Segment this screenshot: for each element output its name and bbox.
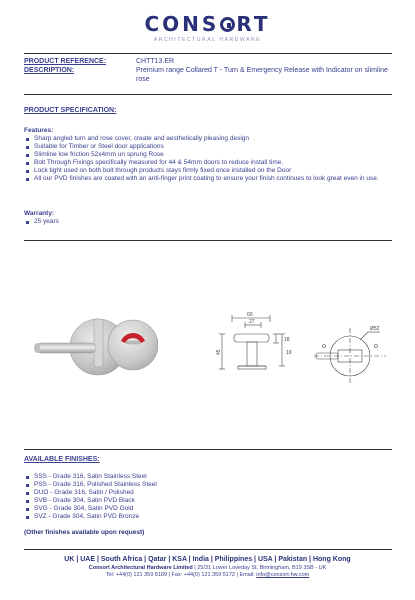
spec-rule <box>24 240 392 241</box>
brand-wordmark <box>0 12 415 36</box>
feature-item: Slimline low friction 52x4mm un sprung Rose <box>24 151 396 159</box>
spec-title: PRODUCT SPECIFICATION: <box>24 107 117 114</box>
finish-item: SVB - Grade 304, Satin PVD Black <box>24 497 157 505</box>
turn-lever <box>36 343 96 353</box>
finishes-title: AVAILABLE FINISHES: <box>24 456 100 463</box>
footer-rule <box>24 549 392 550</box>
feature-item: All our PVD finishes are coated with an anti-finger print coating to ensure your finish continues to look great even in use. <box>24 175 396 183</box>
finish-item: SVG - Grade 304, Satin PVD Gold <box>24 505 157 513</box>
header-rule-bottom <box>24 94 392 95</box>
footer-contact: Tel: +44(0) 121 359 8189 | Fax: +44(0) 121 359 5172 | Email: <box>105 572 257 578</box>
emergency-release-slot <box>126 341 140 344</box>
feature-item: Suitable for Timber or Steel door applications <box>24 143 396 151</box>
dim-18-label: 18 <box>284 337 290 343</box>
finishes-list <box>24 473 157 521</box>
dim-60-label: 60 <box>247 312 253 318</box>
finishes-note: (Other finishes available upon request) <box>24 529 145 536</box>
footer-email-link[interactable]: info@consort-hw.com <box>256 572 310 578</box>
description-value: Premium range Collared T - Turn & Emergency Release with Indicator on slimline rose <box>136 67 388 83</box>
footer-company-line <box>0 565 415 572</box>
features-title: Features: <box>24 127 54 134</box>
finishes-rule <box>24 449 392 450</box>
brand-logo <box>0 12 415 43</box>
feature-item: Lock tight used on both bolt through products stays firmly fixed once installed on the Door <box>24 167 396 175</box>
dim-45-label: 45 <box>216 349 222 355</box>
warranty-title: Warranty: <box>24 210 55 217</box>
product-image <box>28 305 158 385</box>
turn-stem <box>94 319 103 367</box>
footer-countries: UK | UAE | South Africa | Qatar | KSA | India | Philippines | USA | Pakistan | Hong Kong <box>64 556 351 563</box>
finish-item: PSS - Grade 316, Polished Stainless Steel <box>24 481 157 489</box>
footer <box>0 556 415 579</box>
dim-27-label: 27 <box>249 319 255 325</box>
footer-company: Consort Architectural Hardware Limited <box>88 565 193 571</box>
footer-address: | 25/31 Lower Loveday St, Birmingham, B19 3SB - UK <box>192 565 327 571</box>
header-rule-top <box>24 53 392 54</box>
technical-drawing <box>210 310 400 390</box>
brand-name-right: RT <box>236 12 271 36</box>
finish-item: DUO - Grade 316, Satin / Polished <box>24 489 157 497</box>
finish-item: SVZ - Grade 304, Satin PVD Bronze <box>24 513 157 521</box>
brand-o-icon <box>220 17 235 32</box>
brand-name-left: CONS <box>144 12 220 36</box>
feature-item: Bolt Through Fixings specifically measured for 44 & 54mm doors to reduce install time. <box>24 159 396 167</box>
warranty-list <box>24 218 59 226</box>
finish-item: SSS - Grade 316, Satin Stainless Steel <box>24 473 157 481</box>
brand-tagline: ARCHITECTURAL HARDWARE <box>153 37 262 43</box>
dim-dia52-label: Ø52 <box>370 326 380 332</box>
footer-contact-line <box>0 572 415 579</box>
plan-view <box>314 328 386 384</box>
feature-item: Sharp angled turn and rose cover, create and aesthetically pleasing design <box>24 135 396 143</box>
description-label: DESCRIPTION: <box>24 67 75 74</box>
product-reference-value: CHTT13.ER <box>136 58 175 65</box>
product-reference-label: PRODUCT REFERENCE: <box>24 58 107 65</box>
turn-lever-end <box>34 343 40 353</box>
features-list <box>24 135 396 183</box>
warranty-item: 25 years <box>24 218 59 226</box>
indicator-rose <box>108 320 158 370</box>
dim-19-label: 19 <box>286 350 292 356</box>
